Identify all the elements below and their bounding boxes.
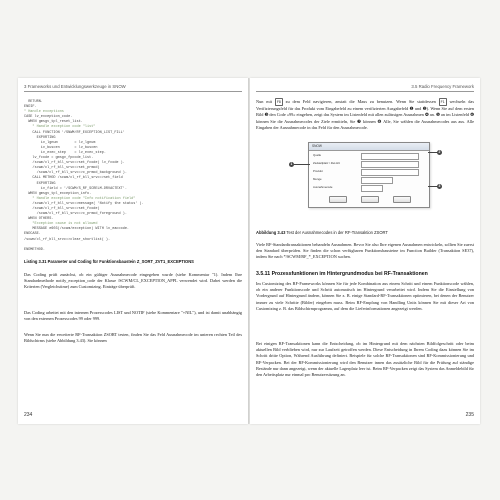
code-line: ENDIF. <box>24 105 37 110</box>
paragraph: Wenn Sie nun die erweiterte RF-Transaktion ZSORT testen, finden Sie das Feld Ausnahmecode im unteren rechten Teil des Bildschirms (siehe Abbildung 3.43). Sie können <box>24 332 242 344</box>
code-line: /scwm/cl_rf_bll_srvc=>clear_shortlist( ). <box>24 237 111 242</box>
paragraph: Bei einigen RF-Transaktionen kann die Entscheidung, ob im Hintergrund mit dem nächsten Bildfolgeschritt oder beim aktuellen Bild verblieben wird, nur zur Laufzeit getroffen werden. Diese Entscheidung in Ihrem Coding dazu können Sie im Schritt dritte Option, Während Ausführung definiert. Beispiele für solche RF-Transaktionen sind RF-Kommissionierung und RF-Verpacken. Bei der RF-Kommissionierung wird den Benutzer innen das zusätzliche Bild für die Prüfung auf ständige Bestände nur dann angezeigt, wenn der aktuelle Lagerplatz leer ist. Beim RF-Verpacken zeigt das System das Anmeldebild für den Arbeitsplatz nur einmal pro Benutzersitzung an. <box>256 341 474 378</box>
dialog-field <box>361 185 383 192</box>
code-line: iv_lgnum = lv_lgnum <box>24 140 96 145</box>
code-line: MESSAGE e603(/scwm/exception) WITH lv_eaccode. <box>24 227 130 232</box>
code-listing <box>24 100 242 253</box>
section-heading: 3.5.11 Prozessfunktionen im Hintergrundmodus bei RF-Transaktionen <box>256 271 428 277</box>
right-page <box>250 78 480 424</box>
dialog-field <box>361 169 419 176</box>
code-line: /scwm/cl_rf_bll_srvc=>set_fcode( <box>24 206 100 211</box>
keyboard-key: F8 <box>275 98 283 106</box>
code-line: CALL METHOD /scwm/cl_rf_bll_srvc=>set_field <box>24 176 123 181</box>
intro-text: Nun mit <box>256 99 272 104</box>
code-line: ENDMETHOD. <box>24 247 46 252</box>
code-line: /scwm/cl_rf_bll_srvc=>c_prmod_foreground ). <box>24 212 127 217</box>
paragraph: Viele RF-Standardtransaktionen behandeln Ausnahmen. Bevor Sie also Ihre eigenen Ausnahmen entwickeln, sollten Sie zuerst den Standard überprüfen. Sie finden die schon verfügbaren Funktionsbausteine im Function Builder (Transaktion SE37), indem Sie nach */SCWM/RF_*_EXCEPTION suchen. <box>256 242 474 260</box>
code-line: /scwm/cl_rf_bll_srvc=>set_fcode( lv_fcode ). <box>24 161 125 166</box>
listing-caption: Listing 3.31 Parameter und Coding für Funktionsbaustein Z_SORT_ZVT1_EXCEPTIONS <box>24 259 194 264</box>
head-rule <box>256 91 474 92</box>
dialog-row-label: Menge <box>313 177 322 181</box>
paragraph: Im Customizing des RF-Frameworks können Sie für jede Kombination aus einem Schritt und einem Funktionscode wählen, ob ein anderer Funktionscode und Schritt automatisch im Hintergrund verarbeitet wird. Indem Sie die Einstellung von Vordergrund auf Hintergrund ändern, können Sie z. B. einige Standard-RF-Transaktionen optimieren, bei denen der Benutzer immer zu viele Schritte (Bilder) eingeben muss. Beim RF-Empfang von Handling Units können Sie mit dieser Art von Customizing z. B. das Bildschirmprogramm, auf dem die Lieferinformationen angezeigt werden. <box>256 281 474 311</box>
dialog-row-label: Ausnahmecode <box>313 185 333 189</box>
code-line: "Exception cause is not allowed <box>24 222 98 227</box>
rf-dialog <box>308 142 430 208</box>
dialog-row-label: Quelle <box>313 153 322 157</box>
code-line: /scwm/cl_rf_bll_srvc=>set_prmod( <box>24 166 100 171</box>
code-line: EXPORTING <box>24 181 56 186</box>
intro-paragraph <box>256 98 474 131</box>
code-line: " Handle exception code "Info notification field" <box>24 196 136 201</box>
code-line: ENDCASE. <box>24 232 41 237</box>
left-page <box>18 78 248 424</box>
figure-screenshot <box>286 138 444 226</box>
figure-caption <box>256 230 474 235</box>
callout-marker: 1 <box>290 161 293 166</box>
page-number: 234 <box>24 412 33 418</box>
dialog-button <box>329 196 347 203</box>
dialog-field <box>361 177 393 184</box>
head-rule <box>24 91 242 92</box>
paragraph: Das Coding arbeitet mit den internen Prozesscodes LIST und NOTIF (siehe Kommentare "+NIL"), und ist damit unabhängig von den externen Prozesscodes 99 oder 999. <box>24 310 242 322</box>
paragraph: Das Coding prüft zunächst, ob ein gültiger Ausnahmecode eingegeben wurde (siehe Kommentar "1). Indem Ihre Standardmethode notify_exception_code der Klasse /SCWM/CL_EXCEPTION_APPL verwendet wird. Dabei werden die Kriterien (Vergleichstime) zum Customizing. Einträge überprüft. <box>24 272 242 290</box>
code-line: iv_field = '/SCWM/S_RF_SCRELM-DRVACTEXT'. <box>24 186 127 191</box>
dialog-row-label: Produkt <box>313 169 323 173</box>
callout-line <box>294 164 310 165</box>
code-line: " Handle exception code "list" <box>24 125 96 130</box>
dialog-button <box>361 196 379 203</box>
intro-text: wechseln das Verifizierungsfeld für das Produkt vom Eingabefeld zu einem verifizierten Ausgabefeld ❶ und ❷). Wenn Sie auf dem ersten Bild ❸ den Code »99« eingeben, zeigt das System im Listenfeld mit allen zulässigen Ausnahmen ❹ an. ❺ an im Listenfeld ❻ können Sie die Ausnahmecodes der Ziele ermitteln, Sie ❼ können ❽ Alle, Sie wählen die Ausnahmecodes aus aus. Alle Eingaben der Ausnahmecode in das Feld für den Ausnahmecode. <box>256 99 474 130</box>
code-line: iv_buscen = lv_buscen <box>24 145 98 150</box>
dialog-button <box>393 196 411 203</box>
code-line: iv_exec_step = lv_exec_step. <box>24 150 106 155</box>
code-line: RETURN. <box>24 100 43 104</box>
page-number: 235 <box>465 412 474 418</box>
callout-marker: 3 <box>438 183 441 188</box>
code-line: CASE lv_exception_code. <box>24 115 73 120</box>
intro-text: zu dem Feld navigieren, anstatt die Maus zu benutzen. Wenn Sie stattdessen <box>285 99 439 104</box>
code-line: lv_fcode = gmsgv_fpcode_list. <box>24 156 94 161</box>
figure-caption-label: Abbildung 3.43 <box>256 230 286 235</box>
code-line: /scwm/cl_rf_bll_srvc=>message( 'Notify the status' ). <box>24 201 144 206</box>
running-head: 3.5 Radio Frequency Framework <box>411 84 474 89</box>
code-line: WHEN gmsgv_tpl_reset_list. <box>24 120 83 125</box>
dialog-field <box>361 153 419 160</box>
code-line: CALL FUNCTION '/SNWM/RF_EXCEPTION_LIST_FILL' <box>24 130 125 135</box>
code-line: WHEN OTHERS. <box>24 217 54 222</box>
keyboard-key: F1 <box>439 98 447 106</box>
dialog-field <box>361 161 419 168</box>
dialog-row-label: Zielstellplatz / Ziel-HU <box>313 161 341 165</box>
callout-marker: 2 <box>438 149 441 154</box>
running-head: 3 Frameworks und Entwicklungswerkzeuge in SNOW <box>24 84 126 89</box>
figure-caption-text: Test der Ausnahmecodes in der RF-Transaktion ZSORT <box>285 230 388 235</box>
code-line: /scwm/cl_rf_bll_srvc=>c_prmod_background ). <box>24 171 127 176</box>
dialog-title: SNOW <box>309 143 429 151</box>
code-line: WHEN gmsgv_tpl_exception_info. <box>24 191 92 196</box>
code-line: EXPORTING <box>24 135 56 140</box>
code-line: " Handle exceptions <box>24 110 64 115</box>
